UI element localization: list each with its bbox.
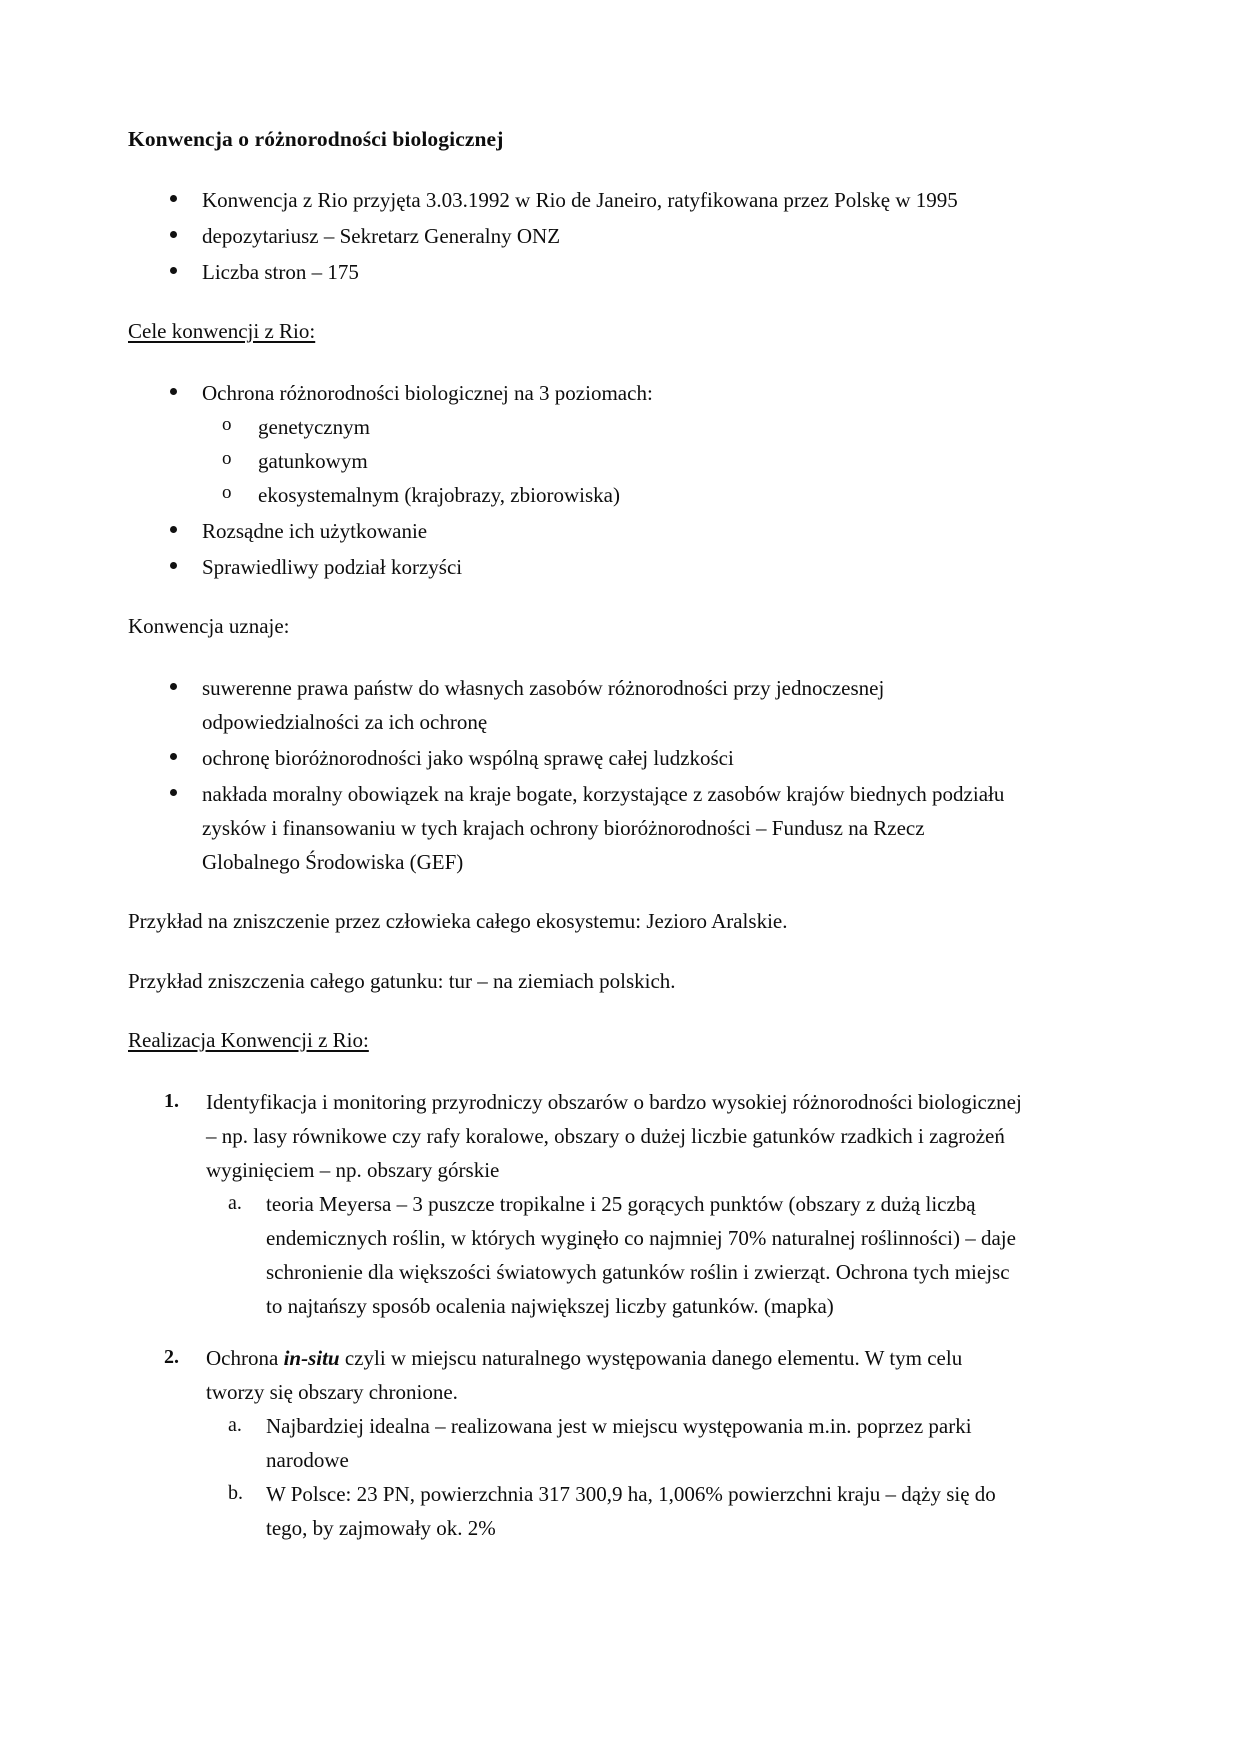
bullet-icon: [170, 231, 177, 238]
list-marker: b.: [228, 1482, 243, 1505]
list-item-text: Ochrona różnorodności biologicznej na 3 poziomach:: [202, 381, 653, 406]
bullet-icon: [170, 562, 177, 569]
list-item-text: gatunkowym: [258, 449, 368, 474]
list-item: [128, 514, 1025, 548]
list-item: [128, 671, 1025, 739]
section-heading-goals: [128, 315, 1025, 348]
goals-sub-list: [202, 410, 1025, 512]
section-heading-implementation: [128, 1024, 1025, 1057]
bullet-icon: [170, 753, 177, 760]
circle-bullet-icon: o: [222, 448, 232, 470]
bullet-icon: [170, 789, 177, 796]
example-species: Przykład zniszczenia całego gatunku: tur – na ziemiach polskich.: [128, 968, 676, 993]
list-item: [206, 1187, 1025, 1323]
bullet-icon: [170, 195, 177, 202]
section-heading-text: Realizacja Konwencji z Rio:: [128, 1027, 369, 1052]
list-item-text: ochronę bioróżnorodności jako wspólną sprawę całej ludzkości: [202, 746, 734, 771]
list-item-text: W Polsce: 23 PN, powierzchnia 317 300,9 ha, 1,006% powierzchni kraju – dąży się do tego, by zajmowały ok. 2%: [266, 1482, 996, 1541]
list-item: [206, 1477, 1025, 1545]
list-item: [128, 255, 1025, 289]
list-item-text: ekosystemalnym (krajobrazy, zbiorowiska): [258, 483, 620, 508]
circle-bullet-icon: o: [222, 482, 232, 504]
list-item: [202, 478, 1025, 512]
list-item-text: Konwencja z Rio przyjęta 3.03.1992 w Rio de Janeiro, ratyfikowana przez Polskę w 1995: [202, 187, 958, 212]
example-ecosystem: Przykład na zniszczenie przez człowieka całego ekosystemu: Jezioro Aralskie.: [128, 909, 788, 934]
list-item-text: Rozsądne ich użytkowanie: [202, 519, 428, 544]
list-item-text-after: czyli w miejscu naturalnego występowania danego elementu. W tym celu tworzy się obszary chronione.: [206, 1346, 963, 1405]
goals-bullet-list: [128, 376, 1025, 584]
list-marker: a.: [228, 1192, 242, 1215]
list-item: [202, 410, 1025, 444]
list-item: [202, 444, 1025, 478]
list-item: [128, 550, 1025, 584]
bullet-icon: [170, 683, 177, 690]
implementation-sub-list: [206, 1187, 1025, 1323]
section-heading-text: Cele konwencji z Rio:: [128, 318, 316, 343]
intro-bullet-list: [128, 183, 1025, 289]
list-marker: 2.: [164, 1346, 179, 1369]
list-item: [128, 741, 1025, 775]
list-item-text: genetycznym: [258, 415, 370, 440]
list-item-text: suwerenne prawa państw do własnych zasobów różnorodności przy jednoczesnej odpowiedzialności za ich ochronę: [202, 676, 885, 735]
list-item-text: Najbardziej idealna – realizowana jest w miejscu występowania m.in. poprzez parki narodowe: [266, 1414, 972, 1473]
page-title: Konwencja o różnorodności biologicznej: [128, 127, 504, 151]
circle-bullet-icon: o: [222, 414, 232, 436]
list-item: [206, 1409, 1025, 1477]
list-item-text-before: Ochrona: [206, 1346, 284, 1371]
list-marker: 1.: [164, 1089, 179, 1112]
list-item: [128, 376, 1025, 512]
section-heading-recognizes: Konwencja uznaje:: [128, 614, 290, 639]
bullet-icon: [170, 267, 177, 274]
recognizes-bullet-list: [128, 671, 1025, 879]
bullet-icon: [170, 526, 177, 533]
bullet-icon: [170, 388, 177, 395]
italic-term: in-situ: [283, 1346, 340, 1371]
list-item-text: teoria Meyersa – 3 puszcze tropikalne i 25 gorących punktów (obszary z dużą liczbą endemicznych roślin, w których wyginęło co najmniej 70% naturalnej roślinności) – daje schronienie dla większości światowych gatunków roślin i zwierząt. Ochrona tych miejsc to najtańszy sposób ocalenia największej liczby gatunków. (mapka): [266, 1192, 1016, 1319]
implementation-sub-list: [206, 1409, 1025, 1545]
list-item: [128, 183, 1025, 217]
list-item: [128, 1341, 1025, 1545]
list-item: [128, 777, 1025, 879]
list-item-text: depozytariusz – Sekretarz Generalny ONZ: [202, 223, 561, 248]
implementation-list: [128, 1085, 1025, 1545]
list-marker: a.: [228, 1414, 242, 1437]
list-item: [128, 219, 1025, 253]
list-item-text: Identyfikacja i monitoring przyrodniczy obszarów o bardzo wysokiej różnorodności biologicznej – np. lasy równikowe czy rafy koralowe, obszary o dużej liczbie gatunków rzadkich i zagrożeń wyginięciem – np. obszary górskie: [206, 1089, 1022, 1182]
list-item-text: Liczba stron – 175: [202, 259, 359, 284]
list-item-text: nakłada moralny obowiązek na kraje bogate, korzystające z zasobów krajów biednych podziału zysków i finansowaniu w tych krajach ochrony bioróżnorodności – Fundusz na Rzecz Globalnego Środowiska (GEF): [202, 782, 1005, 875]
list-item: [128, 1085, 1025, 1323]
list-item-text: Sprawiedliwy podział korzyści: [202, 555, 463, 580]
